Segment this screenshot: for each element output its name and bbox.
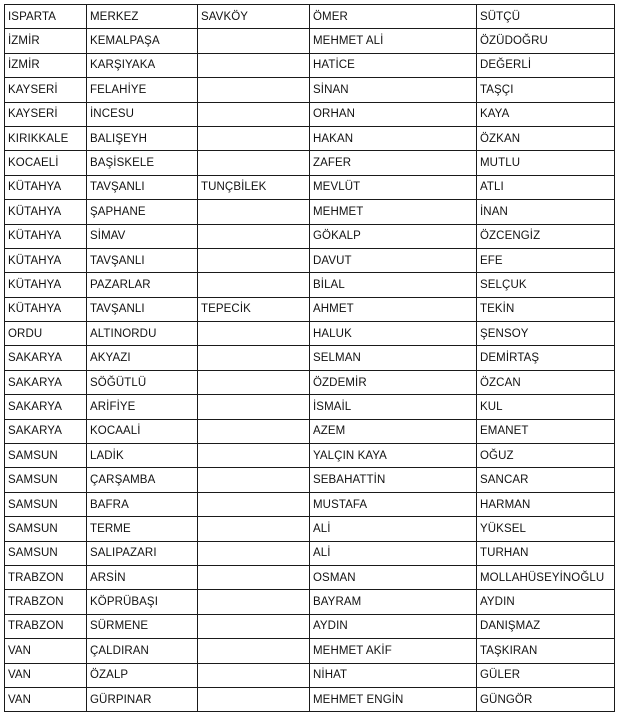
village-cell: TUNÇBİLEK bbox=[198, 175, 310, 199]
province-cell: İZMİR bbox=[5, 53, 87, 77]
first-name-cell: MEHMET AKİF bbox=[310, 639, 477, 663]
table-row bbox=[5, 248, 615, 272]
table-row bbox=[5, 297, 615, 321]
first-name-cell: NİHAT bbox=[310, 663, 477, 687]
table-row bbox=[5, 663, 615, 687]
last-name-cell: İNAN bbox=[477, 200, 615, 224]
first-name-cell: GÖKALP bbox=[310, 224, 477, 248]
province-cell: KÜTAHYA bbox=[5, 297, 87, 321]
last-name-cell: MOLLAHÜSEYİNOĞLU bbox=[477, 565, 615, 589]
first-name-cell: BİLAL bbox=[310, 273, 477, 297]
first-name-cell: BAYRAM bbox=[310, 590, 477, 614]
district-cell: BALIŞEYH bbox=[87, 126, 198, 150]
district-cell: SİMAV bbox=[87, 224, 198, 248]
table-row bbox=[5, 126, 615, 150]
first-name-cell: ALİ bbox=[310, 517, 477, 541]
last-name-cell: ÖZCENGİZ bbox=[477, 224, 615, 248]
table-row bbox=[5, 224, 615, 248]
district-cell: ÇALDIRAN bbox=[87, 639, 198, 663]
last-name-cell: DANIŞMAZ bbox=[477, 614, 615, 638]
province-cell: SAKARYA bbox=[5, 346, 87, 370]
province-cell: TRABZON bbox=[5, 614, 87, 638]
last-name-cell: SANCAR bbox=[477, 468, 615, 492]
village-cell bbox=[198, 78, 310, 102]
province-cell: KAYSERİ bbox=[5, 102, 87, 126]
first-name-cell: MEHMET bbox=[310, 200, 477, 224]
table-row bbox=[5, 444, 615, 468]
first-name-cell: ZAFER bbox=[310, 151, 477, 175]
first-name-cell: AYDIN bbox=[310, 614, 477, 638]
district-cell: TAVŞANLI bbox=[87, 175, 198, 199]
table-row bbox=[5, 322, 615, 346]
first-name-cell: MEVLÜT bbox=[310, 175, 477, 199]
last-name-cell: DEĞERLİ bbox=[477, 53, 615, 77]
roster-table bbox=[4, 4, 615, 712]
last-name-cell: GÜLER bbox=[477, 663, 615, 687]
first-name-cell: ÖZDEMİR bbox=[310, 370, 477, 394]
first-name-cell: SELMAN bbox=[310, 346, 477, 370]
last-name-cell: OĞUZ bbox=[477, 444, 615, 468]
province-cell: KIRIKKALE bbox=[5, 126, 87, 150]
last-name-cell: TURHAN bbox=[477, 541, 615, 565]
province-cell: SAMSUN bbox=[5, 517, 87, 541]
district-cell: TAVŞANLI bbox=[87, 248, 198, 272]
first-name-cell: İSMAİL bbox=[310, 395, 477, 419]
province-cell: KOCAELİ bbox=[5, 151, 87, 175]
last-name-cell: ÖZÜDOĞRU bbox=[477, 29, 615, 53]
village-cell bbox=[198, 126, 310, 150]
village-cell bbox=[198, 273, 310, 297]
village-cell: SAVKÖY bbox=[198, 5, 310, 29]
first-name-cell: HATİCE bbox=[310, 53, 477, 77]
table-row bbox=[5, 419, 615, 443]
district-cell: SÖĞÜTLÜ bbox=[87, 370, 198, 394]
village-cell bbox=[198, 444, 310, 468]
province-cell: KÜTAHYA bbox=[5, 248, 87, 272]
village-cell bbox=[198, 663, 310, 687]
last-name-cell: ATLI bbox=[477, 175, 615, 199]
table-row bbox=[5, 565, 615, 589]
table-row bbox=[5, 590, 615, 614]
table-row bbox=[5, 395, 615, 419]
district-cell: ALTINORDU bbox=[87, 322, 198, 346]
table-row bbox=[5, 273, 615, 297]
province-cell: SAMSUN bbox=[5, 541, 87, 565]
district-cell: ŞAPHANE bbox=[87, 200, 198, 224]
village-cell bbox=[198, 687, 310, 711]
last-name-cell: EMANET bbox=[477, 419, 615, 443]
village-cell bbox=[198, 102, 310, 126]
province-cell: İZMİR bbox=[5, 29, 87, 53]
district-cell: ARİFİYE bbox=[87, 395, 198, 419]
village-cell bbox=[198, 395, 310, 419]
province-cell: SAMSUN bbox=[5, 444, 87, 468]
table-row bbox=[5, 53, 615, 77]
village-cell bbox=[198, 565, 310, 589]
last-name-cell: ŞENSOY bbox=[477, 322, 615, 346]
district-cell: PAZARLAR bbox=[87, 273, 198, 297]
province-cell: SAKARYA bbox=[5, 395, 87, 419]
table-row bbox=[5, 517, 615, 541]
table-row bbox=[5, 5, 615, 29]
last-name-cell: TAŞÇI bbox=[477, 78, 615, 102]
village-cell bbox=[198, 29, 310, 53]
first-name-cell: AHMET bbox=[310, 297, 477, 321]
table-row bbox=[5, 687, 615, 711]
district-cell: KÖPRÜBAŞI bbox=[87, 590, 198, 614]
last-name-cell: YÜKSEL bbox=[477, 517, 615, 541]
district-cell: KARŞIYAKA bbox=[87, 53, 198, 77]
table-row bbox=[5, 468, 615, 492]
village-cell bbox=[198, 517, 310, 541]
province-cell: TRABZON bbox=[5, 565, 87, 589]
table-row bbox=[5, 346, 615, 370]
district-cell: FELAHİYE bbox=[87, 78, 198, 102]
last-name-cell: SELÇUK bbox=[477, 273, 615, 297]
district-cell: İNCESU bbox=[87, 102, 198, 126]
province-cell: SAKARYA bbox=[5, 370, 87, 394]
village-cell bbox=[198, 590, 310, 614]
last-name-cell: GÜNGÖR bbox=[477, 687, 615, 711]
province-cell: SAKARYA bbox=[5, 419, 87, 443]
village-cell: TEPECİK bbox=[198, 297, 310, 321]
village-cell bbox=[198, 53, 310, 77]
table-row bbox=[5, 639, 615, 663]
province-cell: KAYSERİ bbox=[5, 78, 87, 102]
province-cell: KÜTAHYA bbox=[5, 224, 87, 248]
last-name-cell: EFE bbox=[477, 248, 615, 272]
province-cell: SAMSUN bbox=[5, 468, 87, 492]
table-row bbox=[5, 78, 615, 102]
table-row bbox=[5, 614, 615, 638]
first-name-cell: ORHAN bbox=[310, 102, 477, 126]
first-name-cell: ALİ bbox=[310, 541, 477, 565]
district-cell: ARSİN bbox=[87, 565, 198, 589]
last-name-cell: MUTLU bbox=[477, 151, 615, 175]
village-cell bbox=[198, 639, 310, 663]
village-cell bbox=[198, 151, 310, 175]
village-cell bbox=[198, 370, 310, 394]
province-cell: KÜTAHYA bbox=[5, 273, 87, 297]
province-cell: VAN bbox=[5, 663, 87, 687]
table-row bbox=[5, 200, 615, 224]
first-name-cell: MUSTAFA bbox=[310, 492, 477, 516]
village-cell bbox=[198, 200, 310, 224]
roster-table-body bbox=[5, 5, 615, 712]
district-cell: TAVŞANLI bbox=[87, 297, 198, 321]
district-cell: LADİK bbox=[87, 444, 198, 468]
first-name-cell: HAKAN bbox=[310, 126, 477, 150]
last-name-cell: KAYA bbox=[477, 102, 615, 126]
first-name-cell: HALUK bbox=[310, 322, 477, 346]
province-cell: SAMSUN bbox=[5, 492, 87, 516]
first-name-cell: DAVUT bbox=[310, 248, 477, 272]
village-cell bbox=[198, 541, 310, 565]
table-row bbox=[5, 29, 615, 53]
village-cell bbox=[198, 492, 310, 516]
village-cell bbox=[198, 224, 310, 248]
district-cell: BAFRA bbox=[87, 492, 198, 516]
first-name-cell: SEBAHATTİN bbox=[310, 468, 477, 492]
table-row bbox=[5, 492, 615, 516]
last-name-cell: SÜTÇÜ bbox=[477, 5, 615, 29]
province-cell: ISPARTA bbox=[5, 5, 87, 29]
last-name-cell: TEKİN bbox=[477, 297, 615, 321]
province-cell: KÜTAHYA bbox=[5, 175, 87, 199]
district-cell: MERKEZ bbox=[87, 5, 198, 29]
table-row bbox=[5, 541, 615, 565]
last-name-cell: TAŞKIRAN bbox=[477, 639, 615, 663]
district-cell: KOCAALİ bbox=[87, 419, 198, 443]
last-name-cell: AYDIN bbox=[477, 590, 615, 614]
first-name-cell: AZEM bbox=[310, 419, 477, 443]
first-name-cell: MEHMET ALİ bbox=[310, 29, 477, 53]
village-cell bbox=[198, 468, 310, 492]
village-cell bbox=[198, 322, 310, 346]
last-name-cell: KUL bbox=[477, 395, 615, 419]
province-cell: VAN bbox=[5, 639, 87, 663]
district-cell: SALIPAZARI bbox=[87, 541, 198, 565]
district-cell: TERME bbox=[87, 517, 198, 541]
district-cell: BAŞİSKELE bbox=[87, 151, 198, 175]
table-row bbox=[5, 370, 615, 394]
province-cell: KÜTAHYA bbox=[5, 200, 87, 224]
table-row bbox=[5, 102, 615, 126]
first-name-cell: YALÇIN KAYA bbox=[310, 444, 477, 468]
province-cell: TRABZON bbox=[5, 590, 87, 614]
table-row bbox=[5, 175, 615, 199]
province-cell: ORDU bbox=[5, 322, 87, 346]
village-cell bbox=[198, 248, 310, 272]
village-cell bbox=[198, 614, 310, 638]
last-name-cell: HARMAN bbox=[477, 492, 615, 516]
last-name-cell: ÖZCAN bbox=[477, 370, 615, 394]
village-cell bbox=[198, 346, 310, 370]
first-name-cell: MEHMET ENGİN bbox=[310, 687, 477, 711]
province-cell: VAN bbox=[5, 687, 87, 711]
first-name-cell: SİNAN bbox=[310, 78, 477, 102]
district-cell: ÇARŞAMBA bbox=[87, 468, 198, 492]
district-cell: KEMALPAŞA bbox=[87, 29, 198, 53]
district-cell: SÜRMENE bbox=[87, 614, 198, 638]
last-name-cell: ÖZKAN bbox=[477, 126, 615, 150]
first-name-cell: OSMAN bbox=[310, 565, 477, 589]
district-cell: ÖZALP bbox=[87, 663, 198, 687]
last-name-cell: DEMİRTAŞ bbox=[477, 346, 615, 370]
table-row bbox=[5, 151, 615, 175]
district-cell: GÜRPINAR bbox=[87, 687, 198, 711]
village-cell bbox=[198, 419, 310, 443]
first-name-cell: ÖMER bbox=[310, 5, 477, 29]
district-cell: AKYAZI bbox=[87, 346, 198, 370]
